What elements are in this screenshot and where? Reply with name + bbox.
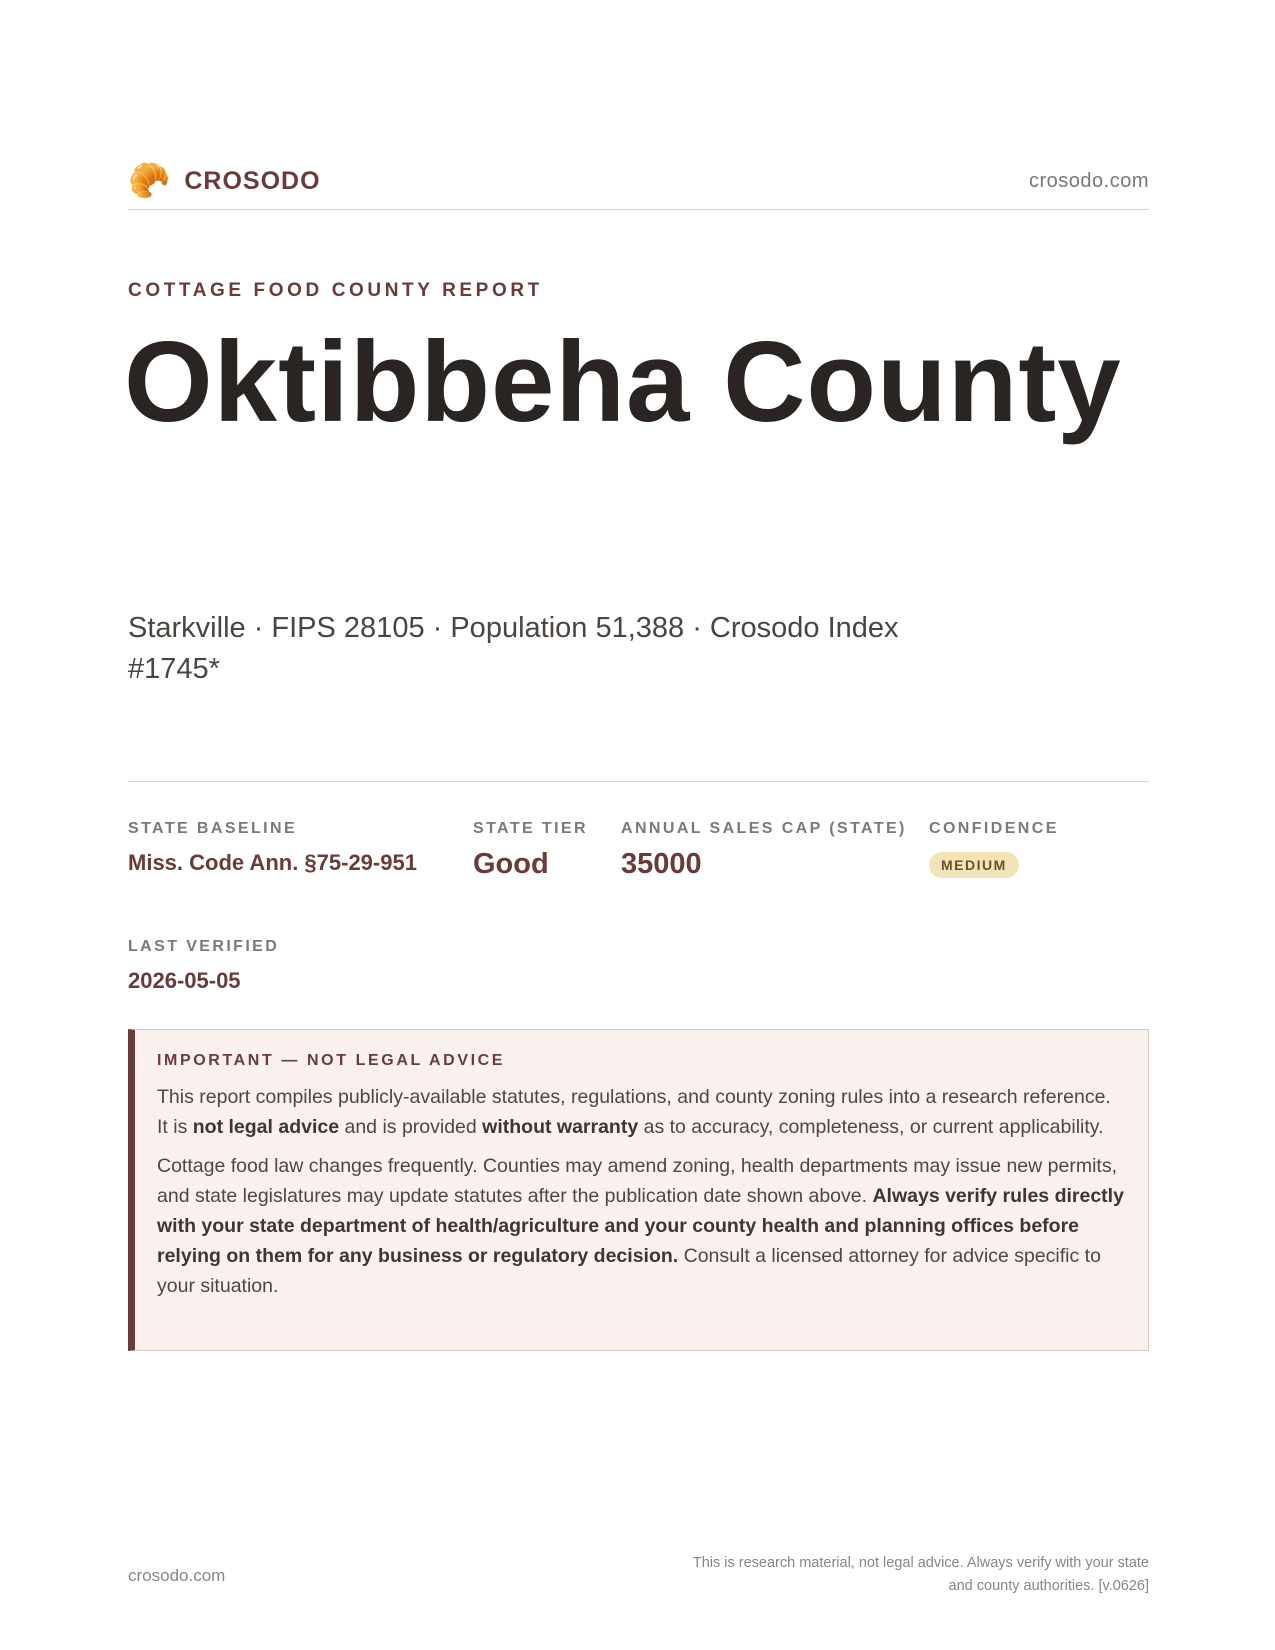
notice-text: and is provided <box>339 1116 483 1138</box>
notice-title: IMPORTANT — NOT LEGAL ADVICE <box>157 1052 506 1069</box>
stat-label: STATE BASELINE <box>128 820 298 837</box>
brand <box>128 161 321 201</box>
stat-state-baseline <box>128 820 417 876</box>
header-divider <box>128 209 1149 210</box>
stat-annual-sales-cap <box>621 820 907 881</box>
page-header <box>128 158 1149 204</box>
stat-value: 2026-05-05 <box>128 968 241 993</box>
stat-label: ANNUAL SALES CAP (STATE) <box>621 820 907 837</box>
page-title: Oktibbeha County <box>124 319 1122 446</box>
legal-notice <box>128 1029 1149 1351</box>
stat-label: CONFIDENCE <box>929 820 1059 837</box>
notice-text: This report compiles publicly-available statutes, regulations, and county zoning rules into a research reference. It is <box>157 1086 1111 1138</box>
notice-emphasis: without warranty <box>482 1116 639 1138</box>
notice-text: as to accuracy, completeness, or current applicability. <box>638 1116 1104 1138</box>
notice-paragraph-1 <box>157 1082 1124 1142</box>
notice-text: Cottage food law changes frequently. Counties may amend zoning, health departments may issue new permits, and state legislatures may update statutes after the publication date shown above. <box>157 1155 1117 1207</box>
croissant-icon: 🥐 <box>128 161 171 201</box>
notice-emphasis: Always verify rules directly with your state department of health/agriculture and your county health and planning offices before relying on them for any business or regulatory decision. <box>157 1185 1124 1267</box>
notice-paragraph-2 <box>157 1151 1124 1301</box>
notice-emphasis: not legal advice <box>192 1116 340 1138</box>
stat-value: Miss. Code Ann. §75-29-951 <box>128 850 417 875</box>
brand-name: CROSODO <box>184 166 321 195</box>
site-url: crosodo.com <box>1029 169 1149 192</box>
stat-value: Good <box>473 848 549 880</box>
stat-confidence <box>929 820 1059 878</box>
footer-disclaimer-line: This is research material, not legal advice. Always verify with your state <box>692 1555 1149 1571</box>
notice-text: Consult a licensed attorney for advice specific to your situation. <box>157 1245 1101 1297</box>
footer-site: crosodo.com <box>128 1566 226 1585</box>
stat-value: 35000 <box>621 848 702 880</box>
page-subtitle: Starkville · FIPS 28105 · Population 51,388 · Crosodo Index #1745* <box>128 612 899 685</box>
section-divider <box>128 781 1149 782</box>
confidence-badge: MEDIUM <box>929 852 1019 878</box>
report-kicker: COTTAGE FOOD COUNTY REPORT <box>128 280 543 301</box>
stat-last-verified <box>128 938 279 994</box>
footer-disclaimer <box>629 1552 1149 1598</box>
stat-label: LAST VERIFIED <box>128 938 280 955</box>
stat-label: STATE TIER <box>473 820 588 837</box>
footer-disclaimer-line: and county authorities. [v.0626] <box>948 1578 1149 1594</box>
stat-state-tier <box>473 820 588 881</box>
